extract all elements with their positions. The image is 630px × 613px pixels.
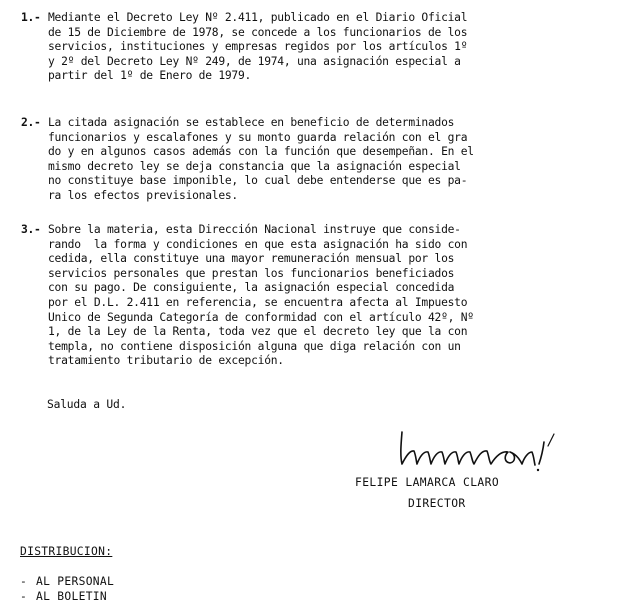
paragraph-text	[48, 11, 467, 84]
text-line: funcionarios y escalafones y su monto guarda relación con el gra	[48, 130, 468, 144]
signer-name: FELIPE LAMARCA CLARO	[355, 476, 500, 489]
text-line: cedida, ella constituye una mayor remuneración mensual por los	[48, 252, 455, 266]
text-line: Unico de Segunda Categoría de conformidad con el artículo 42º, Nº	[48, 310, 474, 324]
text-line: ra los efectos previsionales.	[48, 188, 238, 202]
paragraph-number: 3.-	[21, 223, 41, 236]
text-line: partir del 1º de Enero de 1979.	[48, 69, 252, 83]
bullet-dash: -	[20, 575, 28, 588]
text-line: do y en algunos casos además con la función que desempeñan. En el	[48, 145, 474, 159]
text-line: rando la forma y condiciones en que esta asignación ha sido con	[48, 237, 468, 251]
text-line: La citada asignación se establece en beneficio de determinados	[48, 116, 455, 129]
distribution-title: DISTRIBUCION:	[20, 545, 113, 558]
handwritten-signature	[392, 420, 572, 476]
text-line: de 15 de Diciembre de 1978, se concede a los funcionarios de los	[48, 25, 468, 39]
paragraph-number: 1.-	[21, 11, 41, 24]
bullet-dash: -	[20, 590, 28, 603]
paragraph-text	[48, 116, 474, 204]
distribution-item: AL BOLETIN	[36, 590, 108, 603]
list-item	[20, 590, 114, 605]
text-line: templa, no contiene disposición alguna que diga relación con un	[48, 339, 461, 353]
text-line: y 2º del Decreto Ley Nº 249, de 1974, una asignación especial a	[48, 54, 461, 68]
text-line: 1, de la Ley de la Renta, toda vez que el decreto ley que la con	[48, 325, 468, 339]
paragraph-text	[48, 223, 474, 369]
text-line: servicios personales que prestan los funcionarios beneficiados	[48, 266, 455, 280]
text-line: Sobre la materia, esta Dirección Nacional instruye que conside-	[48, 223, 461, 236]
distribution-list	[20, 575, 114, 605]
text-line: servicios, instituciones y empresas regidos por los artículos 1º	[48, 40, 468, 54]
distribution-item: AL PERSONAL	[36, 575, 115, 588]
text-line: tratamiento tributario de excepción.	[48, 354, 284, 368]
list-item	[20, 575, 114, 590]
text-line: con su pago. De consiguiente, la asignación especial concedida	[48, 281, 455, 295]
text-line: por el D.L. 2.411 en referencia, se encuentra afecta al Impuesto	[48, 295, 468, 309]
closing-salutation: Saluda a Ud.	[47, 398, 127, 411]
text-line: no constituye base imponible, lo cual debe entenderse que es pa-	[48, 174, 468, 188]
text-line: Mediante el Decreto Ley Nº 2.411, publicado en el Diario Oficial	[48, 11, 468, 24]
signer-title: DIRECTOR	[408, 497, 466, 510]
text-line: mismo decreto ley se deja constancia que la asignación especial	[48, 159, 461, 173]
paragraph-number: 2.-	[21, 116, 41, 129]
